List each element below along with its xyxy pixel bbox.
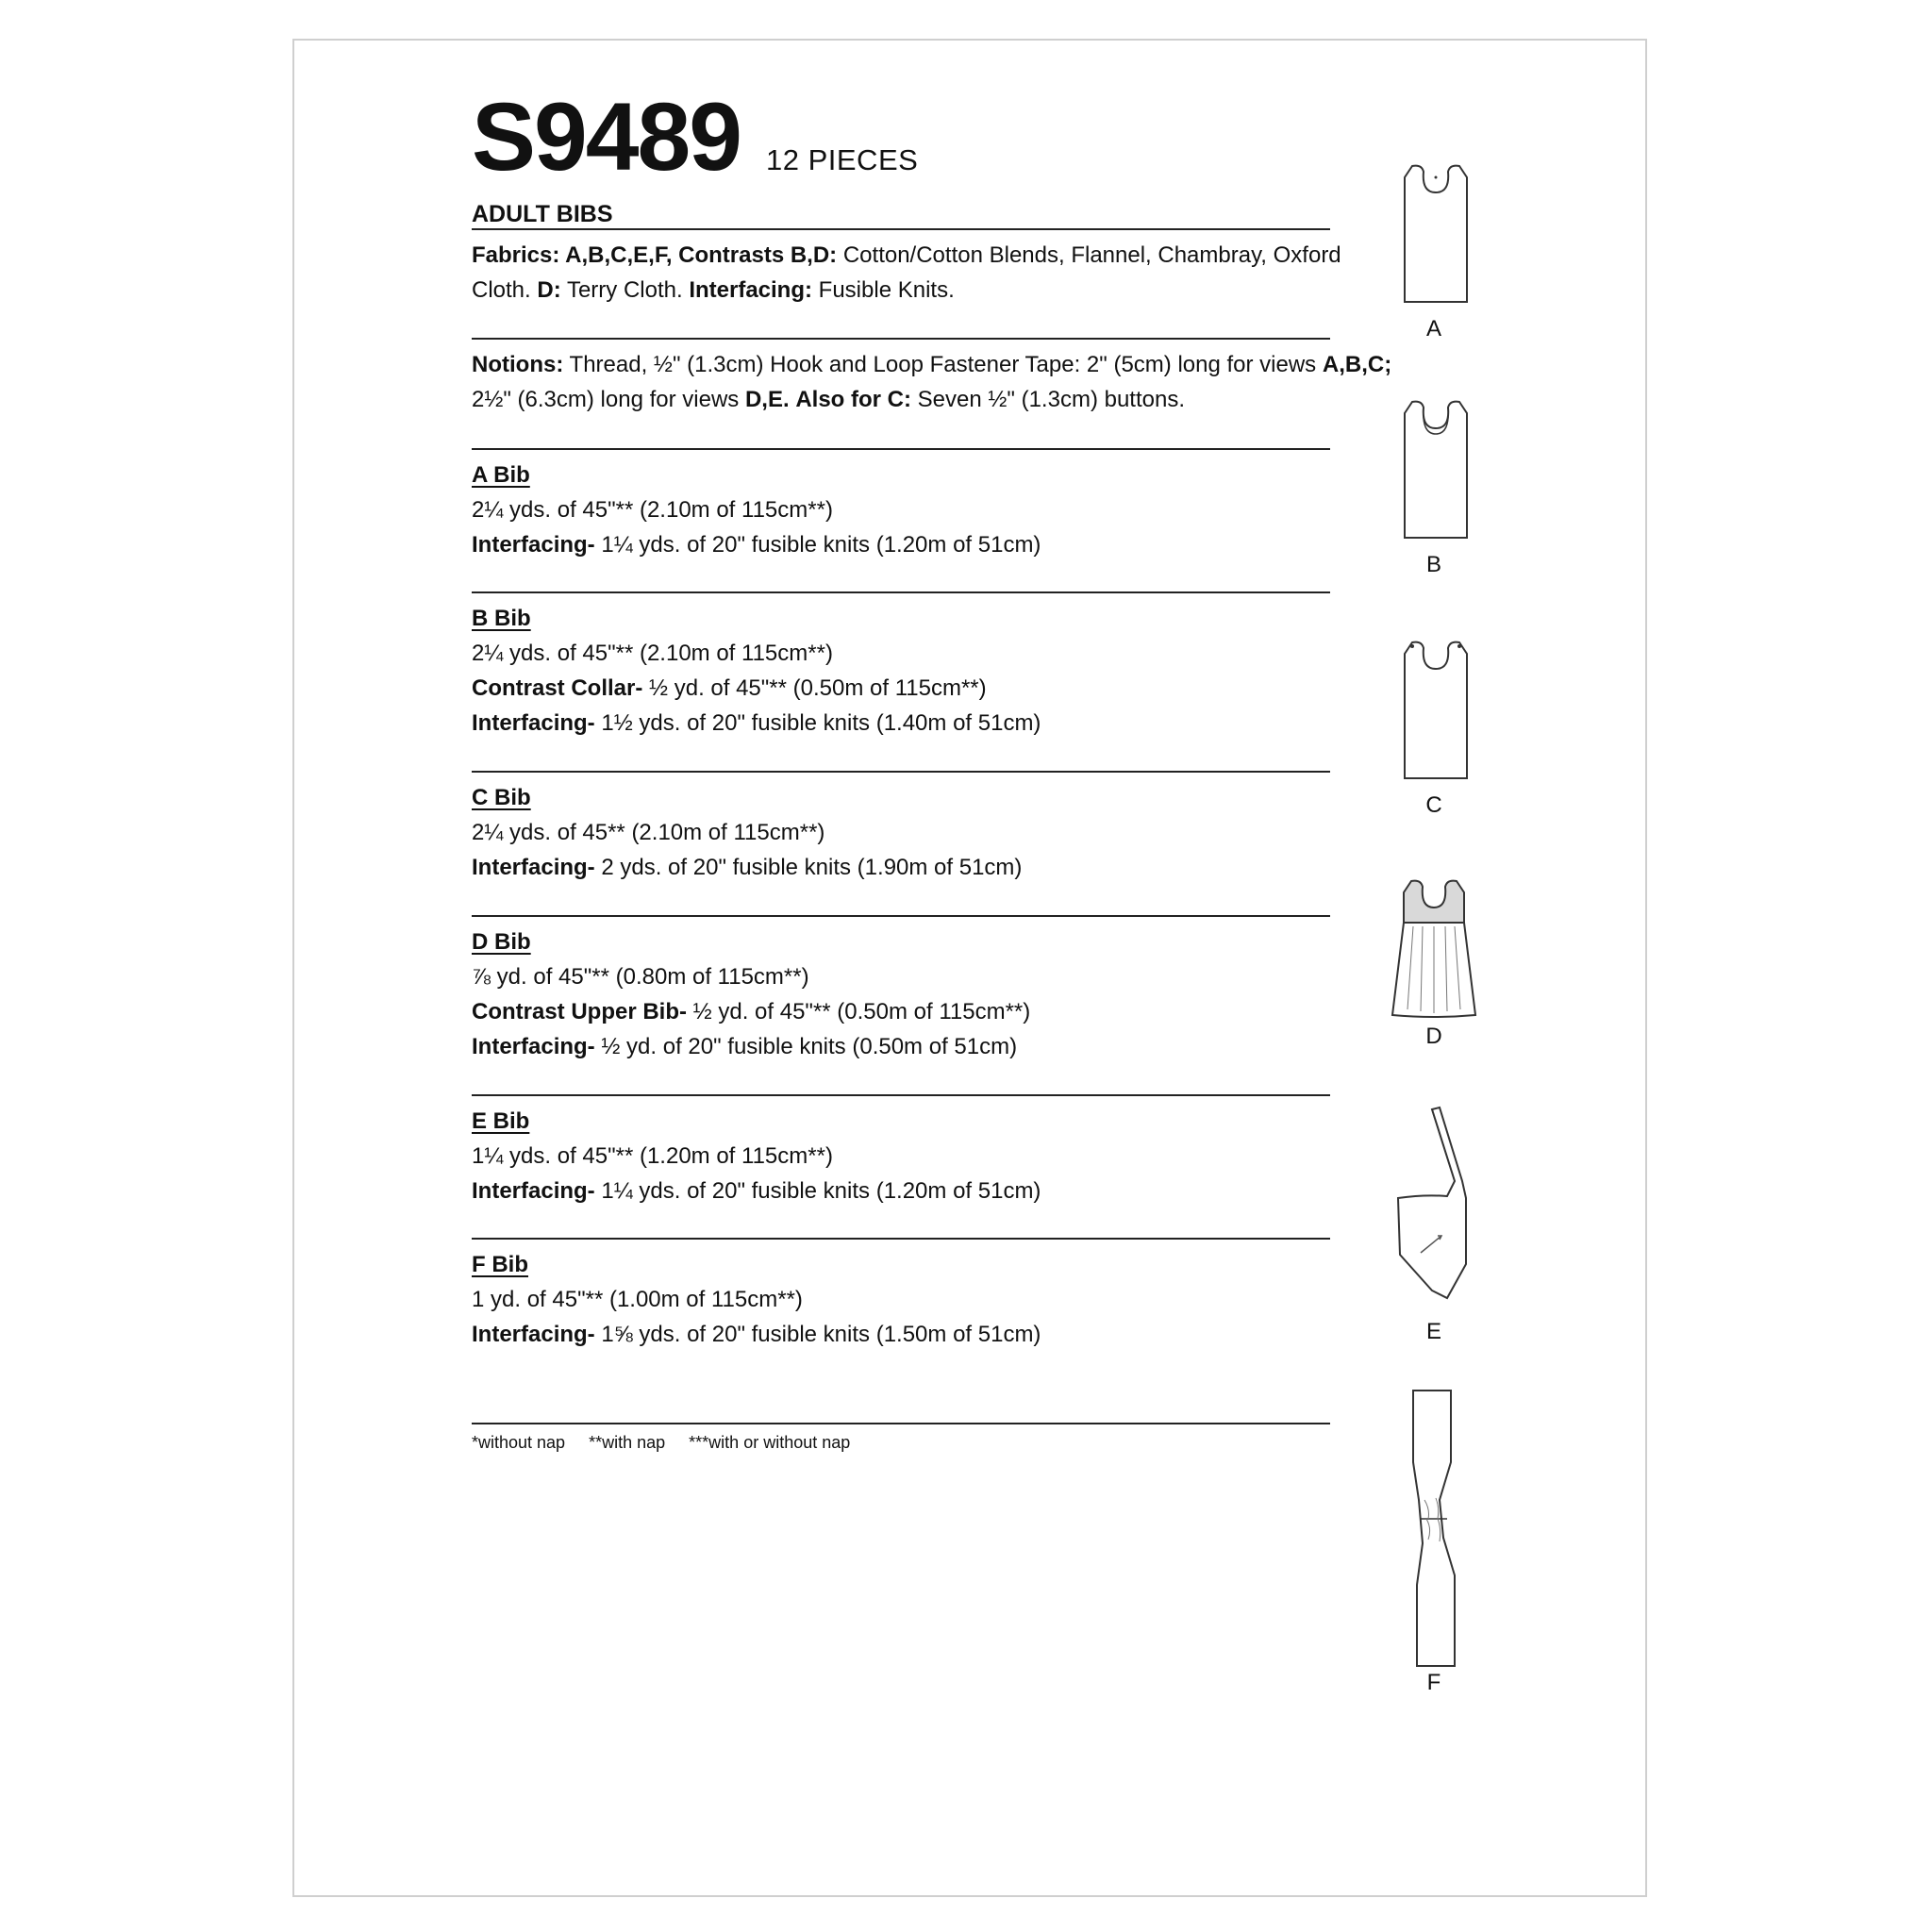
section-heading: D Bib	[472, 929, 531, 955]
section-d-bib	[472, 915, 1330, 1064]
view-e	[1377, 1104, 1491, 1344]
yardage-label: Interfacing-	[472, 532, 595, 558]
fabrics-interfacing-text: Fusible Knits.	[818, 277, 955, 303]
notions-also-text: Seven ½" (1.3cm) buttons.	[917, 387, 1185, 412]
fabrics-label: Fabrics: A,B,C,E,F, Contrasts B,D:	[472, 242, 838, 268]
view-label: F	[1426, 1670, 1441, 1695]
footnote: ***with or without nap	[689, 1433, 851, 1452]
fabrics-section	[472, 228, 1341, 308]
view-label: D	[1425, 1024, 1442, 1049]
fabrics-d-text: Terry Cloth.	[566, 277, 683, 303]
notions-views-1: A,B,C;	[1322, 352, 1392, 377]
fabrics-d-label: D:	[537, 277, 561, 303]
yardage-line: ½ yd. of 20" fusible knits (0.50m of 51cm)	[601, 1034, 1018, 1059]
bib-d-sketch-icon	[1387, 877, 1481, 1019]
yardage-line: 2¼ yds. of 45"** (2.10m of 115cm**)	[472, 497, 833, 523]
section-e-bib	[472, 1094, 1330, 1208]
view-b	[1377, 396, 1491, 577]
footnotes	[472, 1423, 1330, 1455]
yardage-label: Interfacing-	[472, 1322, 595, 1347]
yardage-label: Interfacing-	[472, 1034, 595, 1059]
section-heading: A Bib	[472, 462, 530, 488]
pattern-number: S9489	[472, 83, 741, 191]
fabrics-text: Cotton/Cotton Blends, Flannel, Chambray, Oxford	[842, 242, 1341, 268]
yardage-line: 2¼ yds. of 45** (2.10m of 115cm**)	[472, 820, 825, 845]
yardage-line: 1¼ yds. of 20" fusible knits (1.20m of 51cm)	[601, 532, 1041, 558]
fabrics-text-2: Cloth.	[472, 277, 531, 303]
bib-e-sketch-icon	[1387, 1104, 1481, 1311]
yardage-line: 2 yds. of 20" fusible knits (1.90m of 51cm)	[601, 855, 1023, 880]
bib-c-sketch-icon	[1391, 637, 1476, 783]
pattern-title: ADULT BIBS	[472, 201, 613, 227]
bib-f-sketch-icon	[1396, 1387, 1472, 1670]
footnote: *without nap	[472, 1433, 566, 1452]
view-label: C	[1425, 792, 1442, 818]
footnote: **with nap	[589, 1433, 666, 1452]
view-label: A	[1425, 316, 1441, 341]
yardage-label: Interfacing-	[472, 710, 595, 736]
yardage-line: 1 yd. of 45"** (1.00m of 115cm**)	[472, 1287, 803, 1312]
yardage-line: ⅞ yd. of 45"** (0.80m of 115cm**)	[472, 964, 809, 990]
view-label: E	[1425, 1319, 1441, 1344]
notions-text: Thread, ½" (1.3cm) Hook and Loop Fastener Tape: 2" (5cm) long for views	[569, 352, 1317, 377]
yardage-line: ½ yd. of 45"** (0.50m of 115cm**)	[649, 675, 987, 701]
section-b-bib	[472, 591, 1330, 741]
view-c	[1377, 637, 1491, 818]
yardage-line: 1¼ yds. of 45"** (1.20m of 115cm**)	[472, 1143, 833, 1169]
fabrics-interfacing-label: Interfacing:	[689, 277, 812, 303]
section-c-bib	[472, 771, 1330, 885]
view-label: B	[1425, 552, 1441, 577]
yardage-label: Contrast Upper Bib-	[472, 999, 687, 1024]
section-heading: E Bib	[472, 1108, 530, 1134]
bib-a-sketch-icon	[1391, 160, 1476, 307]
view-a	[1377, 160, 1491, 341]
notions-views-2: D,E.	[744, 387, 790, 412]
yardage-line: 1½ yds. of 20" fusible knits (1.40m of 51cm)	[601, 710, 1041, 736]
yardage-label: Interfacing-	[472, 1178, 595, 1204]
section-a-bib	[472, 448, 1330, 562]
yardage-line: 2¼ yds. of 45"** (2.10m of 115cm**)	[472, 641, 833, 666]
pieces-count: 12 PIECES	[766, 143, 919, 176]
section-f-bib	[472, 1238, 1330, 1352]
view-f	[1377, 1387, 1491, 1695]
yardage-line: 1⅝ yds. of 20" fusible knits (1.50m of 51cm)	[601, 1322, 1041, 1347]
yardage-line: 1¼ yds. of 20" fusible knits (1.20m of 51cm)	[601, 1178, 1041, 1204]
notions-section	[472, 338, 1392, 417]
section-heading: C Bib	[472, 785, 531, 810]
notions-text-2: 2½" (6.3cm) long for views	[472, 387, 740, 412]
view-d	[1377, 877, 1491, 1049]
notions-label: Notions:	[472, 352, 564, 377]
yardage-label: Contrast Collar-	[472, 675, 643, 701]
bib-b-sketch-icon	[1391, 396, 1476, 542]
notions-also-label: Also for C:	[795, 387, 911, 412]
section-heading: B Bib	[472, 606, 531, 631]
section-heading: F Bib	[472, 1252, 528, 1277]
yardage-line: ½ yd. of 45"** (0.50m of 115cm**)	[692, 999, 1031, 1024]
yardage-label: Interfacing-	[472, 855, 595, 880]
